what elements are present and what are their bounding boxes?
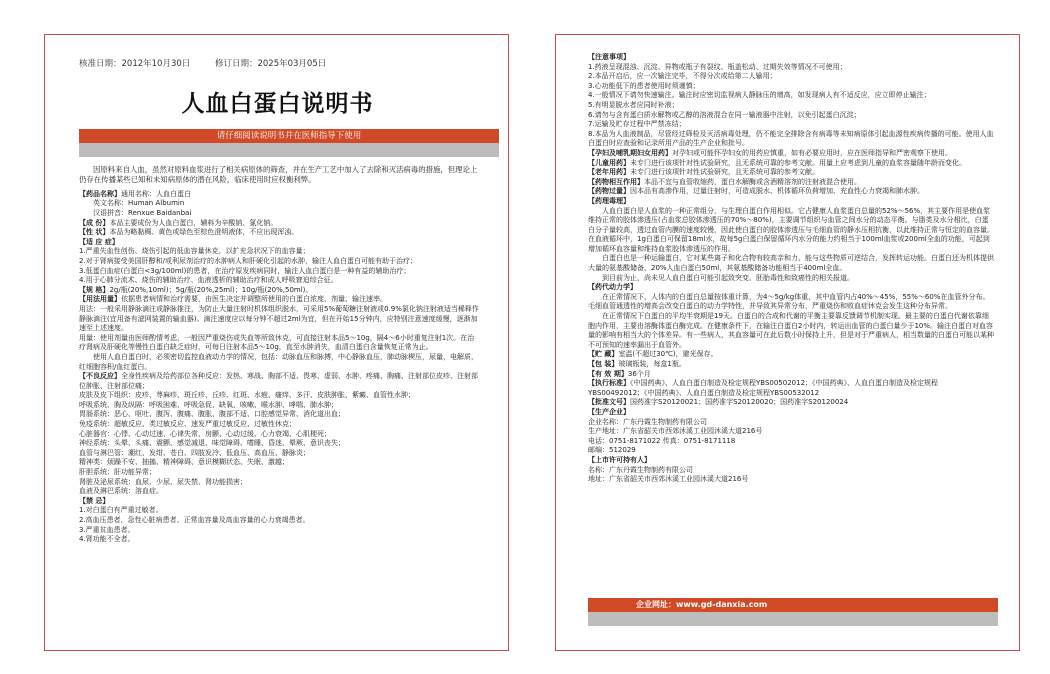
standard-label: 【执行标准】 xyxy=(588,379,630,388)
properties-label: 【性 状】 xyxy=(79,228,110,237)
drug-name-en: 英文名称：Human Albumin xyxy=(93,199,185,208)
indication-item: 3.低蛋白血症(白蛋白<3g/100ml)的患者，在治疗原发疾病同时，输注人血白蛋白是一种有益的辅助治疗； xyxy=(79,266,411,275)
usage-dosage: 用量：使用剂量由医师酌情考虑，一般因严重烧伤或失血等所致休克，可直接注射本品5～10g，隔4～6小时重复注射1次。在治疗肾病及肝硬化等慢性白蛋白缺乏症时，可每日注射本品5～10g，直至水肿消失，血清白蛋白含量恢复正常为止。 xyxy=(79,333,475,352)
indications-heading: 【适 应 症】 xyxy=(79,237,119,246)
holder-name: 名称：广东丹霞生物制药有限公司 xyxy=(588,465,693,474)
document-title: 人血白蛋白说明书 xyxy=(181,91,374,117)
caution-item: 4.一般情况下请勿快速输注。输注时应密切监视病人静脉压的增高，如发现病人有不适反应，应立即停止输注； xyxy=(588,91,931,100)
caution-item: 1.药液呈现混浊、沉淀、异物或瓶子有裂纹、瓶盖松动、过期失效等情况不可使用； xyxy=(588,62,847,71)
adverse-item: 胃肠系统：恶心、呕吐、腹泻、腹痛、腹胀、腹部不适、口腔感觉异常、消化道出血； xyxy=(79,410,345,419)
spec-label: 【规 格】 xyxy=(79,285,110,294)
properties-text: 本品为略黏稠、黄色或绿色至棕色澄明液体，不应出现浑浊。 xyxy=(109,228,299,237)
drug-name-label: 【药品名称】 xyxy=(79,189,121,198)
right-content xyxy=(588,53,994,485)
standard-text: 《中国药典》、人血白蛋白制造及检定规程YBS00502012；《中国药典》、人血白蛋白制造及检定规程YBS00492012；《中国药典》、人血白蛋白制造及检定规程YBS00532012 xyxy=(588,379,939,397)
drug-name-row xyxy=(79,190,479,200)
pk-label xyxy=(588,283,994,293)
overdose-label: 【药物过量】 xyxy=(588,187,630,196)
mfr-zip: 邮编：512029 xyxy=(588,446,636,455)
spec-row xyxy=(79,286,479,296)
instruction-banner: 请仔细阅读说明书并在医师指导下使用 xyxy=(79,129,499,143)
usage-monitoring: 使用人血白蛋白时，必须密切监控血液动力学的情况，包括：动脉血压和脉搏，中心静脉血压，肺动脉楔压，尿量，电解质，红细胞容积/血红蛋白。 xyxy=(79,352,478,371)
website-banner: 企业网址：www.gd-danxia.com xyxy=(588,598,998,612)
adverse-item: 血管与淋巴管：潮红、发绀、苍白、四肢发冷、低血压、高血压、静脉炎； xyxy=(79,448,310,457)
caution-item: 3.心功能低下的患者使用时须谨慎； xyxy=(588,81,700,90)
indications-label xyxy=(79,238,479,248)
indication-item: 2.对于肾病接受美国肝醇和/或利尿剂治疗的水肿病人和肝硬化引起的水肿，输注人血白蛋白可能有助于治疗； xyxy=(79,256,418,265)
geriatric-row xyxy=(588,168,994,178)
properties-row xyxy=(79,228,479,238)
mfr-phone: 电话：0751-8171022 传真：0751-8171118 xyxy=(588,436,736,445)
left-content xyxy=(79,165,479,545)
adverse-item: 免疫系统：超敏反应、类过敏反应、速发严重过敏反应、过敏性休克； xyxy=(79,420,296,429)
adverse-item: 肝胆系统：肝功能异常； xyxy=(79,468,156,477)
drug-name-common: 通用名称：人血白蛋白 xyxy=(121,189,191,198)
pk-paragraph: 在正常情况下白蛋白的平均半衰期是19天。白蛋白的合成和代谢的平衡主要靠反馈调节机制实现。最主要的白蛋白代谢依靠细胞内作用，主要由溶酶体蛋白酶完成。在健康条件下，在输注白蛋白2小时内，转运出血管的白蛋白量少于10%。输注白蛋白对血容量的影响有相当大的个体差异。有一些病人，其血容量可在此后数小时保持上升，但是对于严重病人，相当数量的白蛋白可能以某种不可预知的速率漏出于血管外。 xyxy=(588,312,994,349)
package-text: 玻璃瓶装，每盒1瓶。 xyxy=(618,360,686,368)
banner-divider xyxy=(79,143,499,157)
pharm-label xyxy=(588,197,994,207)
package-row xyxy=(588,360,994,370)
adverse-row xyxy=(79,372,479,391)
adverse-item: 神经系统：头晕、头痛、震颤、感觉减退、味觉障碍、嗜睡、昏迷、晕厥、意识丧失； xyxy=(79,439,345,448)
right-page xyxy=(555,34,1020,651)
pk-paragraph: 在正常情况下，人体内的白蛋白总量按体重计算，为4～5g/kg体重，其中血管内占40%～45%，55%～60%在血管外分布。毛细血管通透性的增高会改变白蛋白的动力学特性，并导致其异常分布，严重烧伤和败血症休克会发生这种分布异常。 xyxy=(588,292,990,311)
approval-text: 国药准字S20120021；国药准字S20120020；国药准字S20120024 xyxy=(630,398,849,407)
pregnancy-label: 【孕妇及哺乳期妇女用药】 xyxy=(588,148,672,157)
interaction-text: 本品不宜与血管收缩药，蛋白水解酶或含酒精溶剂的注射液混合使用。 xyxy=(644,177,861,186)
pharm-paragraph: 人血白蛋白是人血浆的一种正常组分，与生理白蛋白作用相似。它占健康人血浆蛋白总量的52%～56%，其主要作用是使血浆维持正常的胶体渗透压(占血浆总胶体渗透压的70%～80%)，主要调节组织与血管之间水分的动态平衡。与脂类及水分相比，白蛋白分子量较高，透过血管内膜的速度较慢，因此使白蛋白的胶体渗透压与毛细血管的静水压相抗衡，以此维持正常与恒定的血容量。在血液循环中，1g白蛋白可保留18ml水，故每5g白蛋白保留循环内水分的能力约相当于100ml血浆或200ml全血的功能，可起到增加循环血容量和维持血浆胶体渗透压的作用。 xyxy=(588,206,994,253)
drug-name-pinyin: 汉语拼音：Renxue Baidanbai xyxy=(93,209,192,217)
pharm-paragraph: 白蛋白也是一种运输蛋白，它对某些离子和化合物有较高亲和力，能与这些物质可逆结合，发挥转运功能。白蛋白还为机体提供大量的氨基酸储备，20%人血白蛋白50ml，其氨基酸储备功能相当于400ml全血。 xyxy=(588,254,994,273)
composition-text: 本品主要成份为人血白蛋白，辅料为辛酸钠、氯化钠。 xyxy=(109,218,278,227)
composition-row xyxy=(79,219,479,229)
intro-paragraph: 因原料来自人血，虽然对原料血浆进行了相关病原体的筛查，并在生产工艺中加入了去除和灭活病毒的措施，但理论上仍存在传播某些已知和未知病原体的潜在风险，临床使用时应权衡利弊。 xyxy=(79,165,478,185)
contra-item: 1.对白蛋白有严重过敏者。 xyxy=(79,506,163,515)
pediatric-text: 未专门进行该项针对性试验研究，且无系统可靠的参考文献。用量上应考虑到儿童的血浆容量随年龄而变化。 xyxy=(630,158,966,167)
adverse-item: 肾脏及泌尿系统：血尿、少尿、尿失禁、肾功能损害； xyxy=(79,477,247,486)
revised-date: 修订日期：2025年03月05日 xyxy=(214,59,327,69)
pharm-heading: 【药理毒理】 xyxy=(588,196,630,205)
caution-heading: 【注意事项】 xyxy=(588,53,630,61)
holder-address: 地址：广东省韶关市西郊沐溪工业园沐溪大道216号 xyxy=(588,475,749,484)
indication-item: 1.严重失血性创伤、烧伤引起的低血容量休克，以扩充急状况下的血容量； xyxy=(79,247,310,256)
contra-label xyxy=(79,497,479,507)
storage-row xyxy=(588,350,994,360)
caution-item: 8.本品为人血液制品，尽管经过筛检及灭活病毒处理，仍不能完全排除含有病毒等未知病原体引起血源性疾病传播的可能。使用人血白蛋白时应查验和记录所用产品的生产企业和批号。 xyxy=(588,129,994,148)
mfr-heading: 【生产企业】 xyxy=(588,407,630,416)
pediatric-label: 【儿童用药】 xyxy=(588,158,630,167)
validity-label: 【有 效 期】 xyxy=(588,369,628,378)
adverse-item: 血液及淋巴系统：溶血症。 xyxy=(79,487,163,496)
overdose-text: 因本品有高渗作用，过量注射时，可造成脱水、机体循环负荷增加、充血性心力衰竭和肺水肿。 xyxy=(630,187,924,196)
pediatric-row xyxy=(588,159,994,169)
mfr-label xyxy=(588,408,994,418)
validity-row xyxy=(588,370,994,380)
storage-text: 室温(不超过30℃)，避光保存。 xyxy=(618,350,718,359)
geriatric-label: 【老年用药】 xyxy=(588,168,630,177)
contra-item: 4.肾功能不全者。 xyxy=(79,535,135,544)
document-dates xyxy=(79,57,348,69)
adverse-item: 呼吸系统、胸及纵隔：呼吸困难、呼吸急促、缺氧、咳嗽、喉水肿、哮喘、肺水肿； xyxy=(79,400,338,409)
pk-heading: 【药代动力学】 xyxy=(588,283,637,292)
caution-item: 2.本品开启后，应一次输注完毕，不得分次或给第二人输用； xyxy=(588,72,777,81)
adverse-item: 心脏器官：心悸、心动过速、心律失常、房颤、心动过缓、心力衰竭、心肌梗死； xyxy=(79,429,331,438)
usage-label: 【用法用量】 xyxy=(79,295,121,304)
spec-text: 2g/瓶(20%,10ml)；5g/瓶(20%,25ml)；10g/瓶(20%,50ml)。 xyxy=(109,285,313,294)
pharm-paragraph: 到目前为止，尚未见人血白蛋白可能引起致突变、胚胎毒性和致癌性的相关报道。 xyxy=(602,273,854,282)
footer-divider xyxy=(588,612,998,626)
indication-item: 4.用于心肺分流术、烧伤的辅助治疗、血液透析的辅助治疗和成人呼吸窘迫综合征。 xyxy=(79,276,338,285)
composition-label: 【成 份】 xyxy=(79,218,110,227)
mfr-name: 企业名称：广东丹霞生物制药有限公司 xyxy=(588,417,707,426)
package-label: 【包 装】 xyxy=(588,360,619,368)
standard-row xyxy=(588,379,994,398)
usage-row xyxy=(79,295,479,305)
approval-row xyxy=(588,398,994,408)
contra-item: 2.高血压患者，急性心脏病患者、正常血容量及高血容量的心力衰竭患者。 xyxy=(79,516,310,524)
usage-text: 依据患者病情和治疗需要，由医生决定并调整所使用的白蛋白浓度、剂量、输注速率。 xyxy=(121,295,387,304)
pregnancy-text: 对孕妇或可能怀孕妇女的用药应慎重，如有必要应用时，应在医师指导和严密观察下使用。 xyxy=(672,148,952,157)
caution-item: 5.有明显脱水者应同时补液； xyxy=(588,100,679,109)
left-page xyxy=(44,34,509,651)
holder-label xyxy=(588,456,994,466)
pregnancy-row xyxy=(588,149,994,159)
adverse-item: 精神类：烦躁不安、抽搐、精神障碍、意识模糊状态、失眠、激越； xyxy=(79,458,289,467)
adverse-item: 皮肤及皮下组织：皮疹、荨麻疹、斑丘疹、丘疹、红斑、水疱、瘙痒、多汗、皮肤肿胀、紫癜、血管性水肿； xyxy=(79,391,415,400)
adverse-text: 全身性疾病及给药部位各种反应：发热、寒战、胸部不适、畏寒、虚弱、水肿、疼痛、胸痛、注射部位皮疹、注射部位肿胀、注射部位痛； xyxy=(79,372,478,390)
contra-item: 3.严重贫血患者。 xyxy=(79,525,135,534)
approved-date: 核准日期：2012年10月30日 xyxy=(79,59,191,69)
caution-label xyxy=(588,53,994,63)
overdose-row xyxy=(588,187,994,197)
usage-method: 用法：一般采用静脉滴注或静脉推注，为防止大量注射时机体组织脱水，可采用5%葡萄糖注射液或0.9%氯化钠注射液适当稀释作静脉滴注(宜用备有滤网装置的输血器)。滴注速度应以每分钟不超过2ml为宜，但在开始15分钟内，应特别注意速度缓慢，逐渐加速至上述速度。 xyxy=(79,304,479,333)
interaction-row xyxy=(588,178,994,188)
caution-item: 7.运输及贮存过程中严禁冻结； xyxy=(588,120,686,129)
storage-label: 【贮 藏】 xyxy=(588,350,619,359)
geriatric-text: 未专门进行该项针对性试验研究，且无系统可靠的参考文献。 xyxy=(630,168,819,177)
validity-text: 36个月 xyxy=(627,369,651,378)
mfr-address: 生产地址：广东省韶关市西郊沐溪工业园沐溪大道216号 xyxy=(588,427,763,436)
holder-heading: 【上市许可持有人】 xyxy=(588,455,651,464)
contra-heading: 【禁 忌】 xyxy=(79,496,110,505)
caution-item: 6.请勿与含有蛋白质水解物或乙醇的溶液混合在同一输液器中注射，以免引起蛋白沉淀； xyxy=(588,110,861,119)
approval-label: 【批准文号】 xyxy=(588,398,630,407)
adverse-label: 【不良反应】 xyxy=(79,372,121,381)
interaction-label: 【药物相互作用】 xyxy=(588,177,644,186)
